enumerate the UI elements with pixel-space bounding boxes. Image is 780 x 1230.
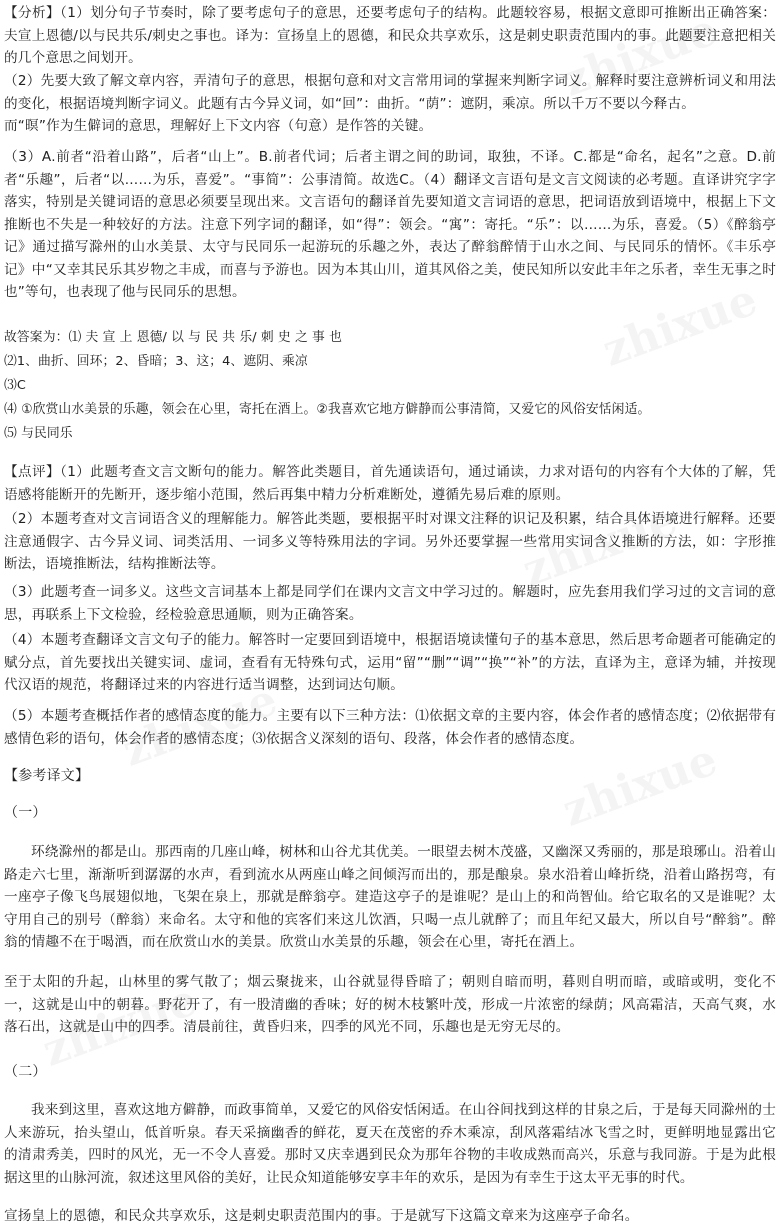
translation-heading: 【参考译文】 [4, 768, 90, 784]
translation-part2-label: （二） [4, 1064, 47, 1080]
comment-paragraph-4: （4）本题考查翻译文言文句子的能力。解答时一定要回到语境中，根据语境读懂句子的基本意思，然后思考命题者可能确定的赋分点，首先要找出关键实词、虚词，查看有无特殊句式，运用“留”“删”“调”“换”“补”的方法，直译为主，意译为辅，并按现代汉语的规范，将翻译过来的内容进行适当调整，达到词达句顺。 [4, 632, 776, 693]
translation-part1-label: （一） [4, 805, 47, 821]
answer-5: ⑸ 与民同乐 [4, 426, 73, 441]
analysis-paragraph-2: （2）先要大致了解文章内容，弄清句子的意思，根据句意和对文言常用词的掌握来判断字词义。解释时要注意辨析词义和用法的变化，根据语境判断字词义。此题有古今异义词，如“回”：曲折。“荫”：遮阴，乘凉。所以千万不要以今释古。 [4, 73, 776, 112]
analysis-paragraph-1: 【分析】（1）划分句子节奏时，除了要考虑句子的意思，还要考虑句子的结构。此题较容易，根据文意即可推断出正确答案：夫宣上恩德/以与民共乐/刺史之事也。译为：宣扬皇上的恩德，和民众共享欢乐，这是刺史职责范围内的事。此题要注意把相关的几个意思之间划开。 [4, 5, 776, 66]
answer-3: ⑶C [4, 378, 26, 393]
translation-part2-paragraph-1: 我来到这里，喜欢这地方僻静，而政事简单，又爱它的风俗安恬闲适。在山谷间找到这样的甘泉之后，于是每天同滁州的士人来游玩，抬头望山，低首听泉。春天采摘幽香的鲜花，夏天在茂密的乔木乘凉，刮风落霜结冰飞雪之时，更鲜明地显露出它的清肃秀美，四时的风光，无一不令人喜爱。那时又庆幸遇到民众为那年谷物的丰收成熟而高兴，乐意与我同游。于是为此根据这里的山脉河流，叙述这里风俗的美好，让民众知道能够安享丰年的欢乐，是因为有幸生于这太平无事的时代。 [4, 1102, 776, 1186]
analysis-paragraph-4: （3）A.前者“沿着山路”，后者“山上”。B.前者代词；后者主谓之间的助词，取独，不译。C.都是“命名，起名”之意。D.前者“乐趣”，后者“以……为乐，喜爱”。“事简”：公事清简。故选C。（4）翻译文言语句是文言文阅读的必考题。直译讲究字字落实，特别是关键词语的意思必须要呈现出来。文言语句的翻译首先要知道文言词语的意思，把词语放到语境中，根据上下文推断也不失是一种较好的方法。注意下列字词的翻译，如“得”：领会。“寓”：寄托。“乐”：以……为乐，喜爱。（5）《醉翁亭记》通过描写滁州的山水美景、太守与民同乐一起游玩的乐趣之外，表达了醉翁醉情于山水之间、与民同乐的情怀。《丰乐亭记》中“又幸其民乐其岁物之丰成，而喜与予游也。因为本其山川，道其风俗之美，使民知所以安此丰年之乐者，幸生无事之时也”等句，也表现了他与民同乐的思想。 [4, 149, 776, 300]
translation-part2-paragraph-2: 宣扬皇上的恩德，和民众共享欢乐，这是刺史职责范围内的事。于是就写下这篇文章来为这座亭子命名。 [4, 1208, 639, 1224]
comment-paragraph-5: （5）本题考查概括作者的感情态度的能力。主要有以下三种方法：⑴依据文章的主要内容，体会作者的感情态度；⑵依据带有感情色彩的语句，体会作者的感情态度；⑶依据含义深刻的语句、段落，体会作者的感情态度。 [4, 708, 776, 747]
answer-1: 故答案为：⑴ 夫 宣 上 恩德/ 以 与 民 共 乐/ 刺 史 之 事 也 [4, 330, 343, 345]
analysis-paragraph-3: 而“暝”作为生僻词的意思，理解好上下文内容（句意）是作答的关键。 [4, 118, 433, 134]
answer-4: ⑷ ①欣赏山水美景的乐趣，领会在心里，寄托在酒上。②我喜欢它地方僻静而公事清简，又爱它的风俗安恬闲适。 [4, 402, 651, 417]
comment-paragraph-3: （3）此题考查一词多义。这些文言词基本上都是同学们在课内文言文中学习过的。解题时，应先套用我们学习过的文言词的意思，再联系上下文检验，经检验意思通顺，则为正确答案。 [4, 584, 776, 623]
comment-paragraph-2: （2）本题考查对文言词语含义的理解能力。解答此类题，要根据平时对课文注释的识记及积累，结合具体语境进行解释。还要注意通假字、古今异义词、词类活用、一词多义等特殊用法的字词。另外还要掌握一些常用实词含义推断的方法，如：字形推断法，语境推断法，结构推断法等。 [4, 511, 776, 572]
comment-paragraph-1: 【点评】（1）此题考查文言文断句的能力。解答此类题目，首先通读语句，通过诵读，力求对语句的内容有个大体的了解，凭语感将能断开的先断开，逐步缩小范围，然后再集中精力分析难断处，遵循先易后难的原则。 [4, 464, 776, 503]
translation-part1-paragraph-1: 环绕滁州的都是山。那西南的几座山峰，树林和山谷尤其优美。一眼望去树木茂盛，又幽深又秀丽的，那是琅琊山。沿着山路走六七里，渐渐听到潺潺的水声，看到流水从两座山峰之间倾泻而出的，那是酿泉。泉水沿着山峰折绕，沿着山路拐弯，有一座亭子像飞鸟展翅似地，飞架在泉上，那就是醉翁亭。建造这亭子的是谁呢？是山上的和尚智仙。给它取名的又是谁呢？太守用自己的别号（醉翁）来命名。太守和他的宾客们来这儿饮酒，只喝一点儿就醉了；而且年纪又最大，所以自号“醉翁”。醉翁的情趣不在于喝酒，而在欣赏山水的美景。欣赏山水美景的乐趣，领会在心里，寄托在酒上。 [4, 844, 776, 950]
translation-part1-paragraph-2: 至于太阳的升起，山林里的雾气散了；烟云聚拢来，山谷就显得昏暗了；朝则自暗而明，暮则自明而暗，或暗或明，变化不一，这就是山中的朝暮。野花开了，有一股清幽的香味；好的树木枝繁叶茂，形成一片浓密的绿荫；风高霜洁，天高气爽，水落石出，这就是山中的四季。清晨前往，黄昏归来，四季的风光不同，乐趣也是无穷无尽的。 [4, 974, 776, 1035]
answer-2: ⑵1、曲折、回环；2、昏暗；3、这；4、遮阴、乘凉 [4, 354, 308, 369]
